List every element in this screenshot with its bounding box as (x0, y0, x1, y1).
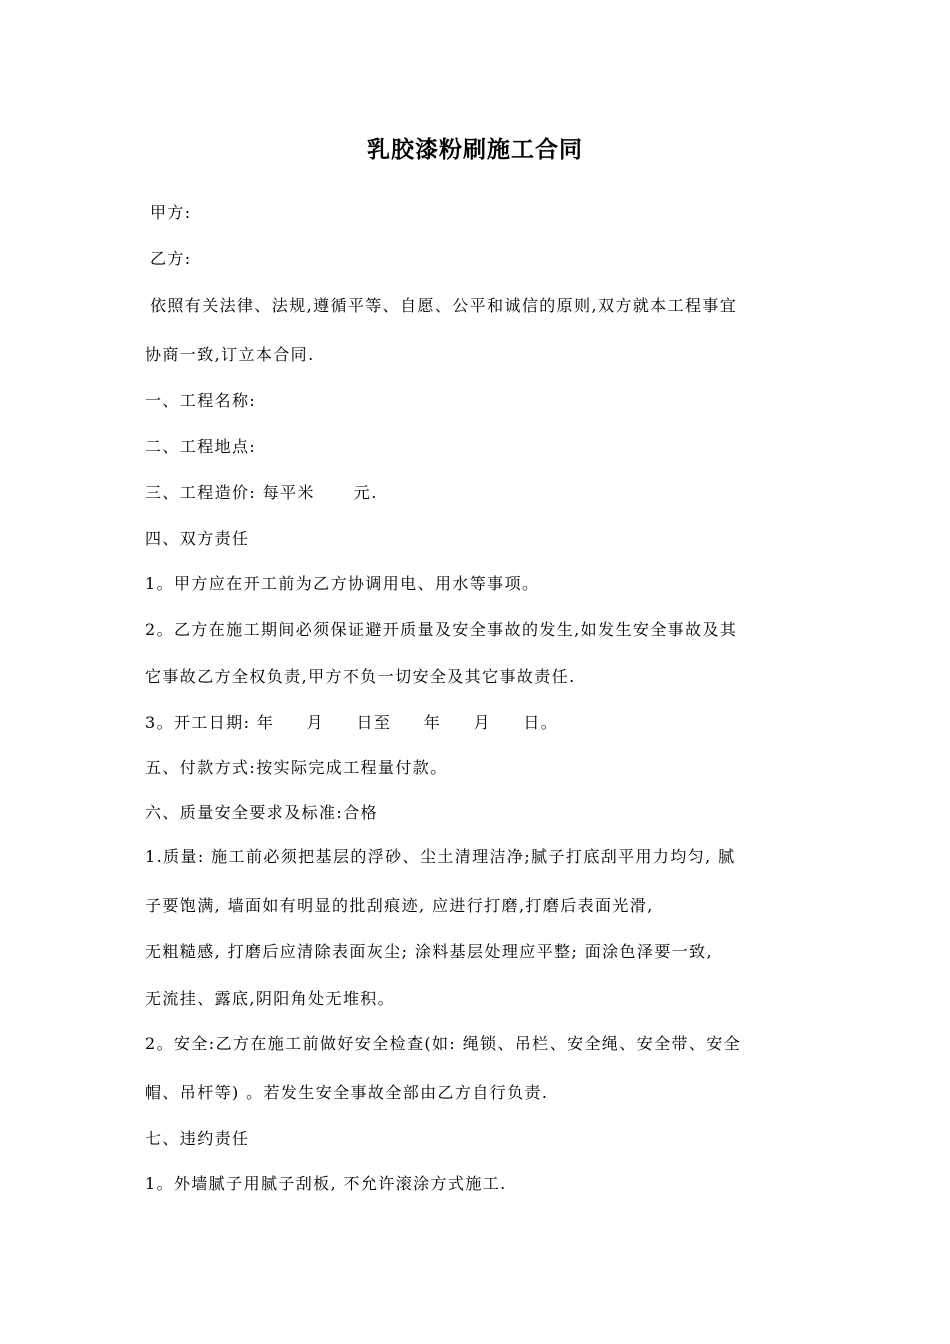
quality-line-3: 无粗糙感, 打磨后应清除表面灰尘; 涂料基层处理应平整; 面涂色泽要一致, (145, 942, 714, 961)
quality-line-2: 子要饱满, 墙面如有明显的批刮痕迹, 应进行打磨,打磨后表面光滑, (145, 896, 654, 915)
section-project-name: 一、工程名称: (145, 391, 257, 410)
safety-line-2: 帽、吊杆等) 。若发生安全事故全部由乙方自行负责. (145, 1083, 549, 1102)
responsibility-item-2-line-2: 它事故乙方全权负责,甲方不负一切安全及其它事故责任. (145, 667, 576, 686)
preamble-line-2: 协商一致,订立本合同. (145, 345, 315, 364)
safety-line-1: 2。安全:乙方在施工前做好安全检查(如: 绳锁、吊栏、安全绳、安全带、安全 (145, 1034, 742, 1053)
preamble-line-1: 依照有关法律、法规,遵循平等、自愿、公平和诚信的原则,双方就本工程事宜 (150, 296, 738, 315)
section-payment: 五、付款方式:按实际完成工程量付款。 (145, 758, 448, 777)
party-b-line: 乙方: (150, 249, 192, 268)
responsibility-item-2-line-1: 2。乙方在施工期间必须保证避开质量及安全事故的发生,如发生安全事故及其 (145, 620, 738, 639)
breach-item-1: 1。外墙腻子用腻子刮板, 不允许滚涂方式施工. (145, 1174, 507, 1193)
party-a-line: 甲方: (150, 203, 192, 222)
document-title: 乳胶漆粉刷施工合同 (367, 136, 583, 163)
responsibility-item-1: 1。甲方应在开工前为乙方协调用电、用水等事项。 (145, 574, 540, 593)
section-responsibilities: 四、双方责任 (145, 529, 250, 548)
quality-line-1: 1.质量: 施工前必须把基层的浮砂、尘土清理洁净;腻子打底刮平用力均匀, 腻 (145, 847, 736, 866)
section-breach: 七、违约责任 (145, 1129, 250, 1148)
section-quality-safety: 六、质量安全要求及标准:合格 (145, 803, 378, 822)
section-project-location: 二、工程地点: (145, 437, 257, 456)
section-project-cost: 三、工程造价: 每平米 元. (145, 483, 378, 502)
quality-line-4: 无流挂、露底,阴阳角处无堆积。 (145, 989, 396, 1008)
responsibility-item-3: 3。开工日期: 年 月 日至 年 月 日。 (145, 713, 559, 732)
